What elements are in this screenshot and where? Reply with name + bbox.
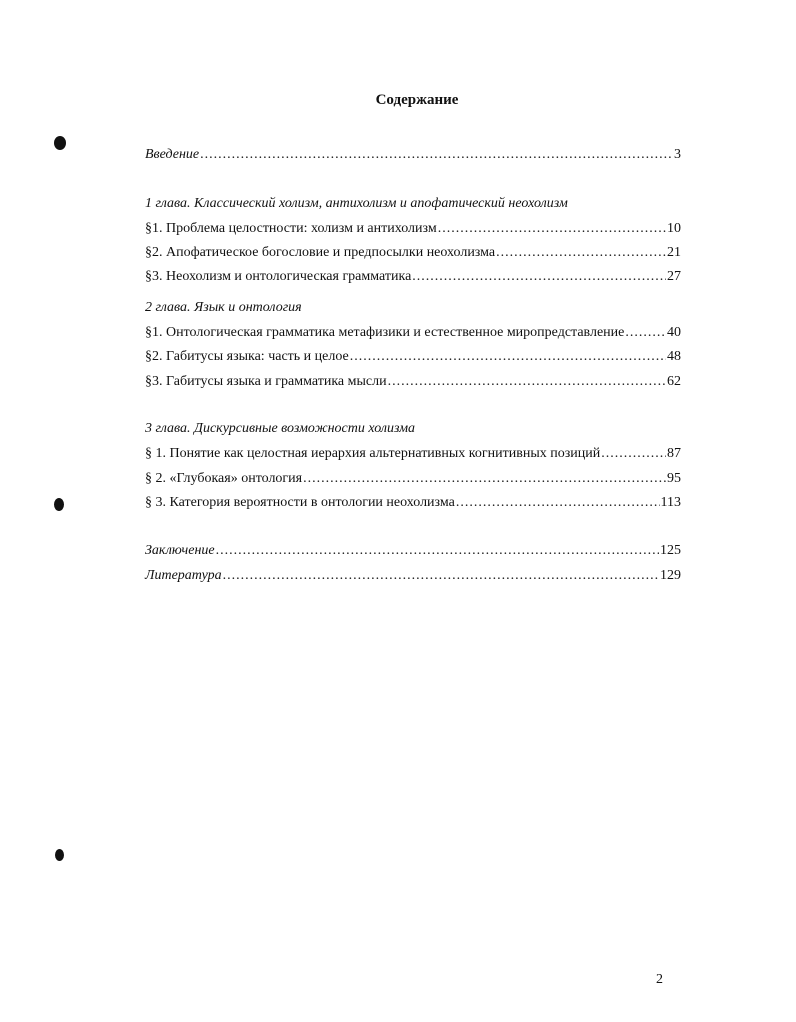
toc-entry [145,445,681,463]
binding-hole-mark [54,498,64,511]
toc-entry-page: 3 [674,147,681,162]
dot-leader [216,542,659,560]
toc-entry [145,470,681,488]
toc-entry-label: §2. Габитусы языка: часть и целое [145,349,349,364]
toc-entry-literature [145,567,681,585]
toc-entry-conclusion [145,542,681,560]
toc-entry [145,373,681,391]
toc-entry-label: Заключение [145,543,215,558]
toc-entry [145,324,681,342]
chapter-heading: 3 глава. Дискурсивные возможности холизма [145,421,416,436]
binding-hole-mark [54,136,66,150]
dot-leader [223,567,659,585]
toc-entry-page: 125 [660,543,681,558]
page-number: 2 [656,972,663,987]
toc-entry-label: §1. Онтологическая грамматика метафизики и естественное миропредставление [145,325,625,340]
dot-leader [350,348,666,366]
binding-hole-mark [55,849,64,861]
dot-leader [438,220,666,238]
toc-entry-page: 95 [667,471,681,486]
toc-entry-page: 129 [660,568,681,583]
toc-entry-page: 21 [667,245,681,260]
toc-entry [145,348,681,366]
dot-leader [388,373,666,391]
toc-entry-introduction [145,146,681,164]
toc-entry-page: 27 [667,269,681,284]
toc-entry-page: 113 [660,495,681,510]
toc-entry-label: § 1. Понятие как целостная иерархия альтернативных когнитивных позиций [145,446,601,461]
toc-entry-label: §3. Неохолизм и онтологическая грамматика [145,269,412,284]
toc-entry [145,494,681,512]
toc-entry-label: §1. Проблема целостности: холизм и антихолизм [145,221,437,236]
toc-entry-label: Литература [145,568,222,583]
dot-leader [496,244,666,262]
toc-entry-label: § 3. Категория вероятности в онтологии неохолизма [145,495,455,510]
page-title: Содержание [375,92,459,108]
toc-entry-label: Введение [145,147,200,162]
dot-leader [412,268,666,286]
toc-entry-page: 48 [667,349,681,364]
toc-entry-label: § 2. «Глубокая» онтология [145,471,303,486]
chapter-heading: 1 глава. Классический холизм, антихолизм и апофатический неохолизм [145,196,568,211]
toc-entry-page: 40 [667,325,681,340]
toc-entry-page: 10 [667,221,681,236]
dot-leader [303,470,666,488]
toc-entry-label: §2. Апофатическое богословие и предпосылки неохолизма [145,245,496,260]
toc-entry-page: 87 [667,446,681,461]
toc-entry [145,268,681,286]
toc-entry-label: §3. Габитусы языка и грамматика мысли [145,374,387,389]
dot-leader [601,445,666,463]
toc-entry [145,244,681,262]
dot-leader [456,494,660,512]
toc-entry-page: 62 [667,374,681,389]
toc-entry [145,220,681,238]
dot-leader [625,324,666,342]
chapter-heading: 2 глава. Язык и онтология [145,300,302,315]
dot-leader [200,146,673,164]
